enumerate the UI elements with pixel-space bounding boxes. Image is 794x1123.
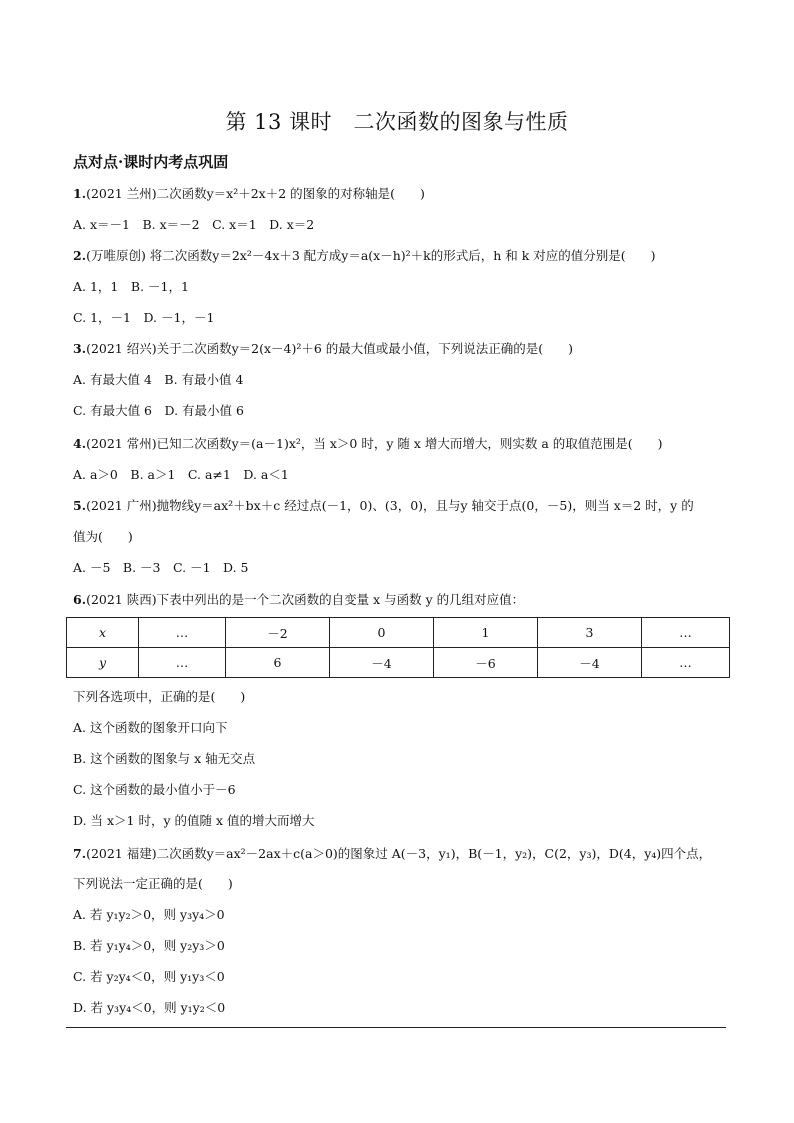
question-2-text: (万唯原创) 将二次函数y＝2x²－4x＋3 配方成y＝a(x－h)²＋k的形式后，h 和 k 对应的值分别是( )	[86, 248, 656, 263]
question-5-stem-continued: 值为( )	[73, 529, 133, 544]
table-row-x	[67, 618, 730, 648]
question-3-options-line-2: C. 有最大值 6 D. 有最小值 6	[73, 403, 244, 418]
question-7-text: (2021 福建)二次函数y＝ax²－2ax＋c(a＞0)的图象过 A(－3，y₁)，B(－1，y₂)，C(2，y₃)，D(4，y₄)四个点，	[86, 846, 712, 861]
question-6-option-c: C. 这个函数的最小值小于－6	[73, 782, 236, 797]
table-cell: y	[67, 648, 139, 678]
table-cell: 0	[330, 618, 434, 648]
question-1-stem	[73, 186, 425, 202]
question-6-option-b: B. 这个函数的图象与 x 轴无交点	[73, 751, 256, 766]
question-5-text: (2021 广州)抛物线y＝ax²＋bx＋c 经过点(－1，0)、(3，0)，且与y 轴交于点(0，－5)，则当 x＝2 时，y 的	[86, 498, 694, 513]
question-7-option-d: D. 若 y₃y₄＜0，则 y₁y₂＜0	[73, 1000, 226, 1015]
question-6-option-a: A. 这个函数的图象开口向下	[73, 720, 228, 735]
question-7-option-a: A. 若 y₁y₂＞0，则 y₃y₄＞0	[73, 907, 225, 922]
question-7-stem-continued: 下列说法一定正确的是( )	[73, 876, 233, 891]
table-cell: 6	[226, 648, 330, 678]
question-3-number: 3.	[73, 341, 87, 356]
table-cell: 1	[434, 618, 538, 648]
table-row-y	[67, 648, 730, 678]
question-1-options: A. x＝－1 B. x＝－2 C. x＝1 D. x＝2	[73, 217, 315, 232]
question-6-option-d: D. 当 x＞1 时，y 的值随 x 值的增大而增大	[73, 813, 315, 828]
question-6-stem	[73, 592, 524, 608]
question-1-text: (2021 兰州)二次函数y＝x²＋2x＋2 的图象的对称轴是( )	[86, 186, 425, 201]
question-6-number: 6.	[73, 592, 87, 607]
question-2-stem	[73, 248, 656, 264]
question-7-option-c: C. 若 y₂y₄＜0，则 y₁y₃＜0	[73, 969, 225, 984]
question-6-prompt: 下列各选项中，正确的是( )	[73, 689, 246, 704]
table-cell: …	[139, 648, 226, 678]
table-cell: －4	[330, 648, 434, 678]
question-2-options-line-2: C. 1，－1 D. －1，－1	[73, 310, 215, 325]
table-cell: －2	[226, 618, 330, 648]
question-5-options: A. －5 B. －3 C. －1 D. 5	[73, 560, 249, 575]
question-1-number: 1.	[73, 186, 87, 201]
question-6-text: (2021 陕西)下表中列出的是一个二次函数的自变量 x 与函数 y 的几组对应值：	[86, 592, 525, 607]
value-table	[66, 617, 730, 678]
section-heading: 点对点·课时内考点巩固	[73, 153, 229, 171]
question-2-options-line-1: A. 1，1 B. －1，1	[73, 279, 189, 294]
question-7-stem	[73, 846, 711, 862]
question-4-stem	[73, 436, 663, 452]
question-2-number: 2.	[73, 248, 87, 263]
bottom-divider	[66, 1027, 726, 1028]
page-title: 第 13 课时 二次函数的图象与性质	[225, 110, 569, 134]
table-cell: …	[139, 618, 226, 648]
table-cell: 3	[538, 618, 642, 648]
question-3-options-line-1: A. 有最大值 4 B. 有最小值 4	[73, 372, 244, 387]
question-7-number: 7.	[73, 846, 87, 861]
table-cell: x	[67, 618, 139, 648]
question-5-number: 5.	[73, 498, 87, 513]
table-cell: －6	[434, 648, 538, 678]
table-cell: …	[642, 618, 730, 648]
table-cell: …	[642, 648, 730, 678]
question-4-options: A. a＞0 B. a＞1 C. a≠1 D. a＜1	[73, 467, 289, 482]
question-4-text: (2021 常州)已知二次函数y＝(a－1)x²，当 x＞0 时，y 随 x 增大而增大，则实数 a 的取值范围是( )	[86, 436, 663, 451]
table-cell: －4	[538, 648, 642, 678]
question-5-stem	[73, 498, 694, 514]
question-7-option-b: B. 若 y₁y₄＞0，则 y₂y₃＞0	[73, 938, 225, 953]
question-3-stem	[73, 341, 573, 357]
question-3-text: (2021 绍兴)关于二次函数y＝2(x－4)²＋6 的最大值或最小值，下列说法正确的是( )	[86, 341, 574, 356]
question-4-number: 4.	[73, 436, 87, 451]
